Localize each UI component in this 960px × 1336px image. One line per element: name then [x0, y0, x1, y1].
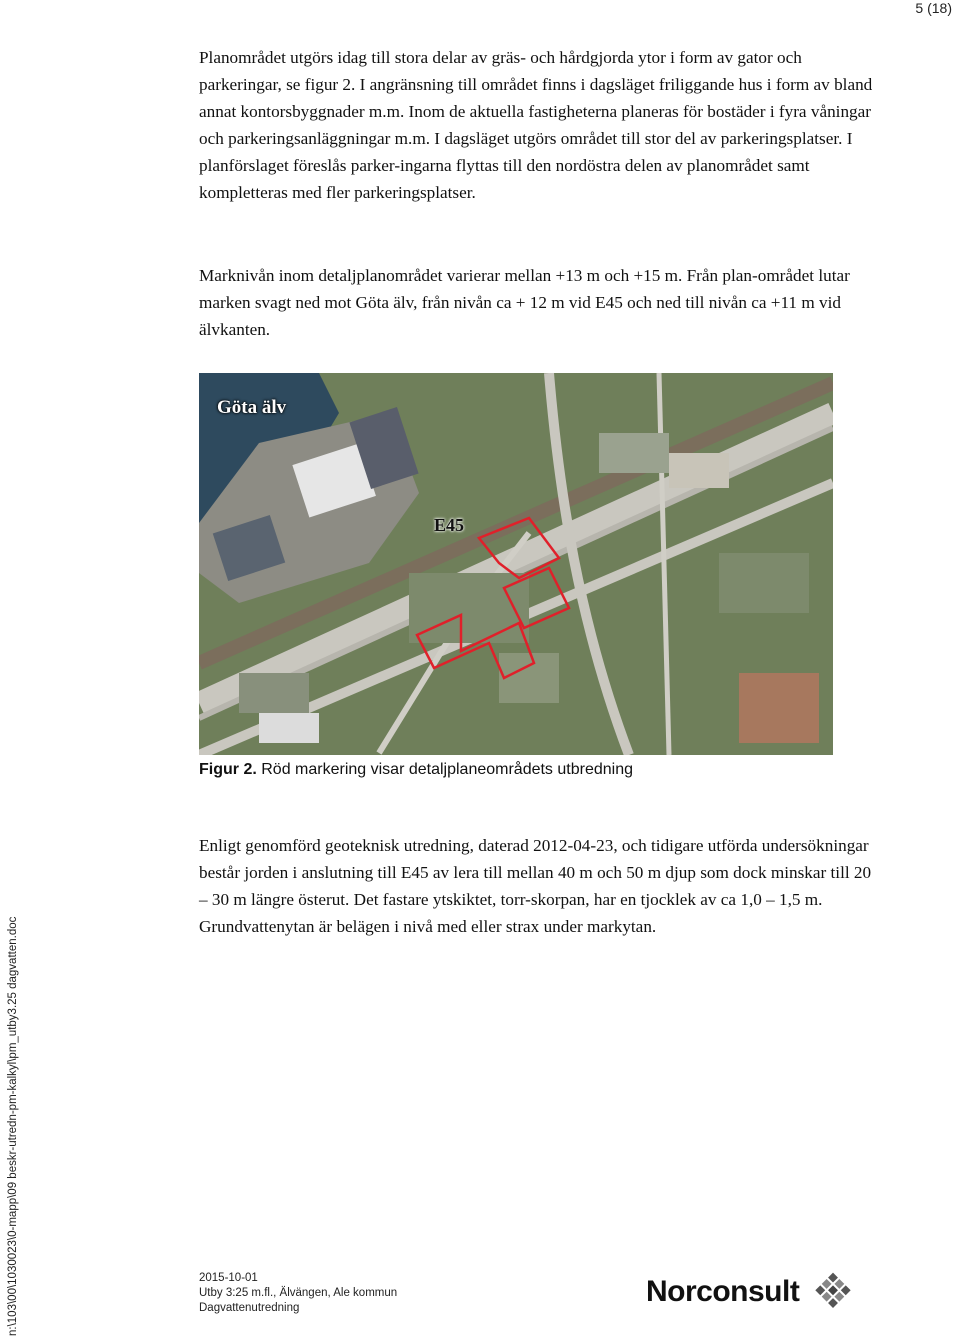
map-label-gota-alv: Göta älv [217, 397, 287, 418]
paragraph-site-description: Planområdet utgörs idag till stora delar av gräs- och hårdgjorda ytor i form av gator och parkeringar, se figur 2. I angränsning till området finns i dagsläget friliggande hus i form av bland annat kontorsbyggnader m.m. Inom de aktuella fastigheterna planeras för bostäder i fyra våningar och parkeringsanläggningar m.m. I dagsläget utgörs området till stor del av parkeringsplatser. I planförslaget föreslås parker-ingarna flyttas till den nordöstra delen av planområdet samt kompletteras med fler parkeringsplatser. [199, 48, 873, 202]
norconsult-logo [646, 1272, 852, 1312]
figure-caption [199, 760, 633, 780]
figure-caption-text: Röd markering visar detaljplaneområdets utbredning [261, 761, 633, 778]
diamond-grid-icon [814, 1272, 852, 1310]
logo-text: Norconsult [646, 1275, 800, 1308]
footer-block [199, 1271, 397, 1316]
figure-number: Figur 2. [199, 761, 257, 778]
paragraph-geotechnical: Enligt genomförd geoteknisk utredning, daterad 2012-04-23, och tidigare utförda undersökningar består jorden i anslutning till E45 av lera till mellan 40 m och 50 m djup som dock minskar till 20 – 30 m längre österut. Det fastare ytskiktet, torr-skorpan, har en tjocklek av ca 1,0 – 1,5 m. Grundvattenytan är belägen i nivå med eller strax under markytan. [199, 836, 872, 936]
aerial-map-figure [199, 373, 833, 755]
footer-project: Utby 3:25 m.fl., Älvängen, Ale kommun [199, 1287, 398, 1299]
footer-doc-type: Dagvattenutredning [199, 1302, 300, 1314]
footer-date: 2015-10-01 [199, 1272, 258, 1284]
side-file-path: n:\103\00\1030023\0-mapp\09 beskr-utredn-pm-kalkyl\pm_utby3.25 dagvatten.doc [7, 916, 19, 1336]
page-number: 5 (18) [915, 0, 952, 16]
map-label-e45: E45 [434, 515, 465, 535]
aerial-map-image [199, 373, 833, 755]
paragraph-ground-level: Marknivån inom detaljplanområdet varierar mellan +13 m och +15 m. Från plan-området lutar marken svagt ned mot Göta älv, från nivån ca + 12 m vid E45 och ned till nivån ca +11 m vid älvkanten. [199, 266, 850, 339]
